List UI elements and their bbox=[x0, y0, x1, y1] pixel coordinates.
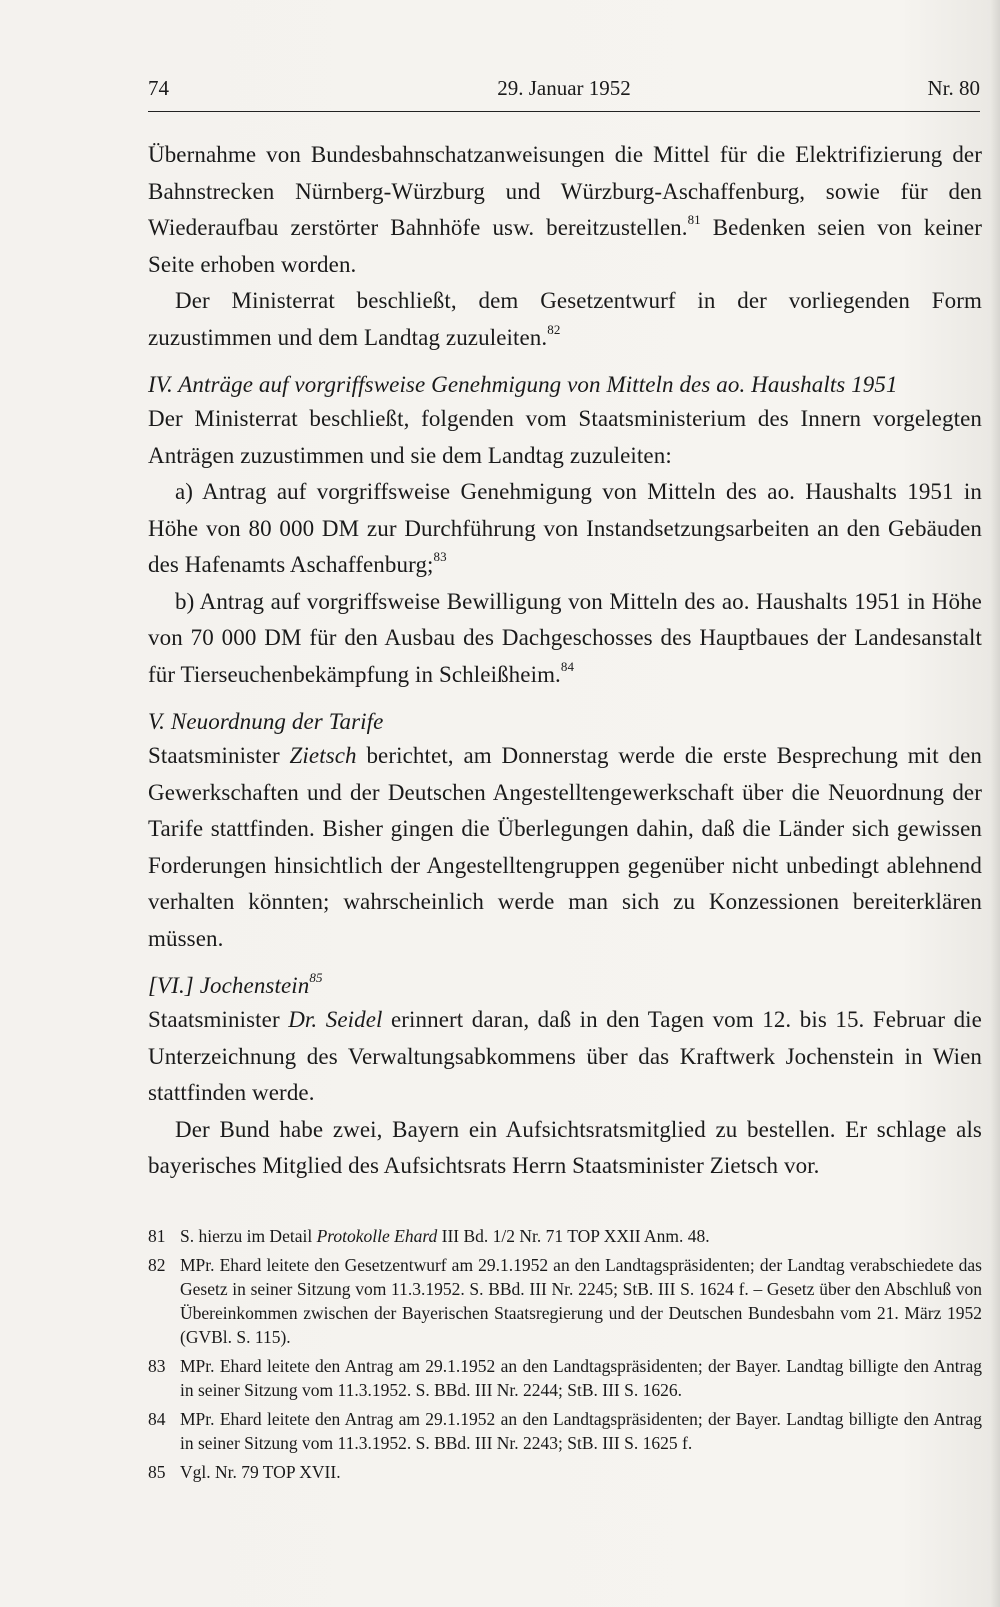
section-heading-v: V. Neuordnung der Tarife bbox=[148, 709, 384, 734]
footnote-number: 82 bbox=[148, 1255, 166, 1275]
footnote-number: 83 bbox=[148, 1356, 166, 1376]
footnote-number: 84 bbox=[148, 1409, 166, 1429]
paragraph-6: Staatsminister Zietsch berichtet, am Donnerstag werde die erste Besprechung mit den Gewerkschaften und der Deutschen Angestelltengewerkschaft über die Neuordnung der Tarife stattfinden. Bisher gingen die Überlegungen dahin, daß die Länder sich gewissen Forderungen hinsichtlich der Angestelltengruppen gegenüber nicht unbedingt ablehnend verhalten könnten; wahrscheinlich werde man sich zu Konzessionen bereiterklären müssen. bbox=[148, 743, 982, 951]
paragraph-4: a) Antrag auf vorgriffsweise Genehmigung von Mitteln des ao. Haushalts 1951 in Höhe von 80 000 DM zur Durchführung von Instandsetzungsarbeiten an den Gebäuden des Hafenamts Aschaffenburg;$^{83}$ bbox=[148, 479, 982, 577]
paragraph-7: Staatsminister Dr. Seidel erinnert daran, daß in den Tagen vom 12. bis 15. Februar die Unterzeichnung des Verwaltungsabkommens über das Kraftwerk Jochenstein in Wien stattfinden werde. bbox=[148, 1007, 982, 1105]
footnote-ref-82[interactable]: 82 bbox=[547, 321, 561, 337]
footnote-81: 81 S. hierzu im Detail Protokolle Ehard III Bd. 1/2 Nr. 71 TOP XXII Anm. 48. bbox=[148, 1226, 710, 1246]
paragraph-2: Der Ministerrat beschließt, dem Gesetzentwurf in der vorliegenden Form zuzustimmen und dem Landtag zuzuleiten.$^{82}$ bbox=[148, 288, 982, 350]
main-text bbox=[148, 137, 982, 1185]
footnote-ref-81[interactable]: 81 bbox=[687, 212, 701, 228]
header-date: 29. Januar 1952 bbox=[497, 76, 631, 100]
document-number: Nr. 80 bbox=[927, 76, 980, 100]
paragraph-8: Der Bund habe zwei, Bayern ein Aufsichtsratsmitglied zu bestellen. Er schlage als bayerisches Mitglied des Aufsichtsrats Herrn Staatsminister Zietsch vor. bbox=[148, 1116, 982, 1178]
person-name: Zietsch bbox=[289, 743, 357, 768]
section-heading-iv: IV. Anträge auf vorgriffsweise Genehmigung von Mitteln des ao. Haushalts 1951 bbox=[148, 372, 898, 397]
footnote-ref-85[interactable]: 85 bbox=[309, 970, 323, 986]
footnote-82: 82 MPr. Ehard leitete den Gesetzentwurf am 29.1.1952 an den Landtagspräsidenten; der Landtag verabschiedete das Gesetz in seiner Sitzung vom 11.3.1952. S. BBd. III Nr. 2245; StB. III S. 1624 f. – Gesetz über den Abschluß von Übereinkommen zwischen der Bayerischen Staatsregierung und der Deutschen Bundesbahn vom 21. März 1952 (GVBl. S. 115). bbox=[148, 1255, 982, 1347]
footnote-number: 81 bbox=[148, 1226, 166, 1246]
footnote-number: 85 bbox=[148, 1462, 166, 1482]
paragraph-3: Der Ministerrat beschließt, folgenden vom Staatsministerium des Innern vorgelegten Anträgen zuzustimmen und sie dem Landtag zuzuleiten: bbox=[148, 406, 982, 468]
section-heading-vi: [VI.] Jochenstein$^{85}$ bbox=[148, 970, 323, 998]
footnote-85: 85 Vgl. Nr. 79 TOP XVII. bbox=[148, 1462, 341, 1482]
footnote-83: 83 MPr. Ehard leitete den Antrag am 29.1.1952 an den Landtagspräsidenten; der Bayer. Landtag billigte den Antrag in seiner Sitzung vom 11.3.1952. S. BBd. III Nr. 2244; StB. III S. 1626. bbox=[148, 1356, 982, 1400]
footnotes bbox=[148, 1224, 982, 1489]
person-name: Dr. Seidel bbox=[288, 1007, 383, 1032]
footnote-ref-84[interactable]: 84 bbox=[560, 658, 575, 674]
running-header bbox=[148, 76, 980, 110]
footnote-ref-83[interactable]: 83 bbox=[433, 549, 447, 565]
header-rule bbox=[148, 111, 980, 112]
footnote-84: 84 MPr. Ehard leitete den Antrag am 29.1.1952 an den Landtagspräsidenten; der Bayer. Landtag billigte den Antrag in seiner Sitzung vom 11.3.1952. S. BBd. III Nr. 2243; StB. III S. 1625 f. bbox=[148, 1409, 982, 1453]
page-number: 74 bbox=[148, 76, 169, 100]
paragraph-1: Übernahme von Bundesbahnschatzanweisungen die Mittel für die Elektrifizierung der Bahnstrecken Nürnberg-Würzburg und Würzburg-Aschaffenburg, sowie für den Wiederaufbau zerstörter Bahnhöfe usw. bereitzustellen.$^{81}$ Bedenken seien von keiner Seite erhoben worden. bbox=[148, 142, 982, 277]
page-edge-shadow bbox=[990, 0, 1000, 1607]
paragraph-5: b) Antrag auf vorgriffsweise Bewilligung von Mitteln des ao. Haushalts 1951 in Höhe von 70 000 DM für den Ausbau des Dachgeschosses des Hauptbaues der Landesanstalt für Tierseuchenbekämpfung in Schleißheim.$^{84}$ bbox=[148, 588, 982, 687]
